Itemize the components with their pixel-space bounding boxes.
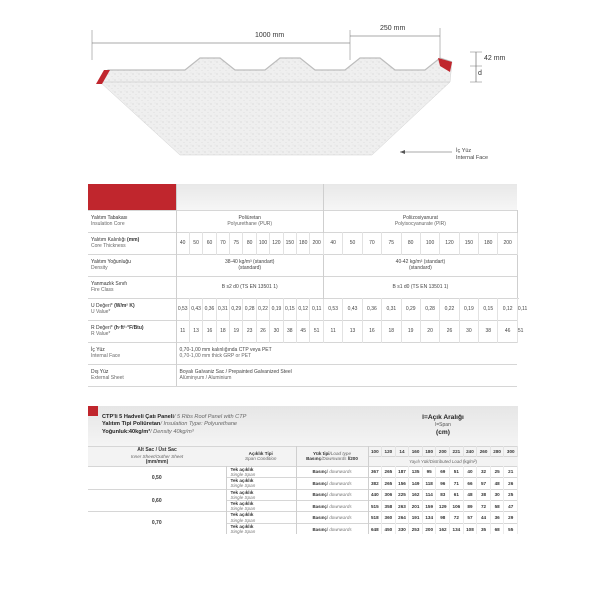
load-value-cell: 263 — [395, 501, 409, 512]
r_value-pir-cell: 20 — [420, 320, 439, 342]
row-label-thickness: Yalıtım Kalınlığı (mm) Core Thickness — [88, 232, 176, 254]
load-direction-cell: Basınç/ downwards — [296, 478, 368, 489]
density-pir: 40-42 kg/m³ (standart) (standard) — [323, 254, 517, 276]
sheet-thickness-cell: 0,60 — [88, 489, 226, 512]
load-value-cell: 55 — [504, 523, 518, 534]
thickness-pir-cell: 200 — [498, 232, 517, 254]
u_value-pir-cell: 0,22 — [440, 298, 459, 320]
load-value-cell: 156 — [395, 478, 409, 489]
r_value-pur-cell: 13 — [189, 320, 202, 342]
load-value-cell: 32 — [477, 466, 491, 477]
load-value-cell: 134 — [422, 512, 436, 523]
load-value-cell: 118 — [422, 478, 436, 489]
u_value-pir-cell: 0,43 — [343, 298, 362, 320]
u_value-pir-cell: 0,53 — [323, 298, 342, 320]
load-value-cell: 57 — [463, 512, 477, 523]
r_value-pir-cell: 26 — [440, 320, 459, 342]
load-table-header — [88, 406, 518, 446]
load-value-cell: 25 — [490, 466, 504, 477]
pitch-dimension-label: 250 mm — [380, 25, 406, 32]
sheet-thickness-cell: 0,70 — [88, 512, 226, 534]
load-value-cell: 253 — [409, 523, 423, 534]
span-condition-cell: Tek açıklık Single Span — [226, 512, 296, 523]
header-notch — [88, 406, 98, 416]
r_value-pur-cell: 45 — [297, 320, 310, 342]
thickness-pur-cell: 75 — [230, 232, 243, 254]
load-value-cell: 58 — [490, 501, 504, 512]
u_value-pir-cell: 0,36 — [362, 298, 381, 320]
load-value-cell: 360 — [382, 512, 396, 523]
span-value-cell: 14 — [395, 447, 409, 457]
r_value-pir-cell: 38 — [479, 320, 498, 342]
internal-face-tr: İç Yüz — [456, 148, 472, 154]
load-value-cell: 61 — [450, 489, 464, 500]
u_value-pir-cell: 0,15 — [479, 298, 498, 320]
r_value-pur-cell: 18 — [216, 320, 229, 342]
span-value-cell: 100 — [368, 447, 382, 457]
u_value-pur-cell: 0,29 — [230, 298, 243, 320]
load-value-cell: 95 — [422, 466, 436, 477]
load-value-cell: 98 — [436, 512, 450, 523]
span-value-cell: 280 — [490, 447, 504, 457]
spec-row-thickness — [88, 232, 518, 254]
thickness-pir-cell: 180 — [479, 232, 498, 254]
load-value-cell: 265 — [382, 466, 396, 477]
density-pur: 38-40 kg/m³ (standart) (standard) — [176, 254, 323, 276]
row-label-fire: Yanmazlık Sınıfı Fire Class — [88, 276, 176, 298]
internal-face-en: Internal Face — [456, 155, 489, 161]
r_value-pir-cell: 16 — [362, 320, 381, 342]
r_value-pur-cell: 51 — [310, 320, 324, 342]
load-type-header: Yük tipi/Load type Basınç/Downwards l/200 — [296, 447, 368, 467]
load-value-cell: 162 — [436, 523, 450, 534]
load-value-cell: 159 — [422, 501, 436, 512]
thickness-pur-cell: 100 — [256, 232, 269, 254]
u_value-pur-cell: 0,53 — [176, 298, 189, 320]
thickness-pur-cell: 80 — [243, 232, 256, 254]
spec-row-u-value — [88, 298, 518, 320]
u_value-pir-cell: 0,31 — [382, 298, 401, 320]
panel-profile-drawing — [0, 0, 600, 170]
load-value-cell: 330 — [395, 523, 409, 534]
r_value-pur-cell: 23 — [243, 320, 256, 342]
spec-row-outer-sheet — [88, 364, 518, 386]
width-dimension-label: 1000 mm — [255, 32, 285, 39]
load-value-cell: 89 — [463, 501, 477, 512]
load-value-cell: 38 — [477, 489, 491, 500]
thickness-pir-cell: 40 — [323, 232, 342, 254]
fire-pur: B s2 d0 (TS EN 13501 1) — [176, 276, 323, 298]
span-condition-cell: Tek açıklık Single Span — [226, 489, 296, 500]
r_value-pur-cell: 19 — [230, 320, 243, 342]
thickness-pir-cell: 80 — [401, 232, 420, 254]
thickness-pur-cell: 50 — [189, 232, 202, 254]
load-data-row — [88, 489, 518, 500]
load-value-cell: 72 — [477, 501, 491, 512]
load-value-cell: 40 — [463, 466, 477, 477]
load-value-cell: 450 — [382, 523, 396, 534]
load-value-cell: 648 — [368, 523, 382, 534]
u_value-pur-cell: 0,11 — [310, 298, 324, 320]
load-value-cell: 225 — [395, 489, 409, 500]
u_value-pir-cell: 0,12 — [498, 298, 517, 320]
thickness-pir-cell: 75 — [382, 232, 401, 254]
u_value-pur-cell: 0,31 — [216, 298, 229, 320]
load-value-cell: 114 — [422, 489, 436, 500]
row-label-r-value: R Değeri* (h·ft²·°F/Btu) R Value* — [88, 320, 176, 342]
load-value-cell: 306 — [382, 489, 396, 500]
r_value-pir-cell: 18 — [382, 320, 401, 342]
load-value-cell: 57 — [477, 478, 491, 489]
load-value-cell: 48 — [490, 478, 504, 489]
thickness-pir-cell: 150 — [459, 232, 478, 254]
load-data-row — [88, 512, 518, 523]
load-value-cell: 51 — [450, 466, 464, 477]
load-value-cell: 515 — [368, 501, 382, 512]
r_value-pir-cell: 19 — [401, 320, 420, 342]
thickness-pir-cell: 50 — [343, 232, 362, 254]
load-value-cell: 25 — [504, 489, 518, 500]
row-label-u-value: U Değeri* (W/m² K) U Value* — [88, 298, 176, 320]
span-condition-cell: Tek açıklık Single Span — [226, 478, 296, 489]
load-value-cell: 35 — [477, 523, 491, 534]
u_value-pur-cell: 0,22 — [256, 298, 269, 320]
load-direction-cell: Basınç/ downwards — [296, 489, 368, 500]
thickness-pur-cell: 60 — [203, 232, 216, 254]
condition-header: Açıklık Tipi Span Condition — [226, 447, 296, 467]
load-value-cell: 96 — [436, 478, 450, 489]
rib-height-label: 42 mm — [484, 55, 506, 62]
u_value-pir-cell: 0,19 — [459, 298, 478, 320]
r_value-pir-cell: 30 — [459, 320, 478, 342]
span-value-cell: 221 — [450, 447, 464, 457]
u_value-pur-cell: 0,28 — [243, 298, 256, 320]
span-condition-cell: Tek açıklık Single Span — [226, 466, 296, 477]
load-value-cell: 83 — [436, 489, 450, 500]
load-header-row — [88, 447, 518, 457]
load-value-cell: 66 — [463, 478, 477, 489]
load-value-cell: 191 — [409, 512, 423, 523]
panel-cross-section-diagram — [0, 0, 600, 170]
row-label-outer-sheet: Dış Yüz External Sheet — [88, 364, 176, 386]
thickness-pur-cell: 70 — [216, 232, 229, 254]
sheet-header: Alt Sac / Üst Sac Inner Sheet/Outher Sheet (mm/mm) — [88, 447, 226, 467]
load-value-cell: 367 — [368, 466, 382, 477]
load-table — [88, 406, 518, 534]
u_value-pur-cell: 0,36 — [203, 298, 216, 320]
thickness-pur-cell: 200 — [310, 232, 324, 254]
span-title: l=Açık Aralığı l=Span (cm) — [422, 414, 464, 436]
load-value-cell: 358 — [382, 501, 396, 512]
inner-face-value: 0,70-1,00 mm kalınlığında CTP veya PET 0,70-1,00 mm thick GRP or PET — [176, 342, 517, 364]
load-value-cell: 36 — [490, 512, 504, 523]
r_value-pur-cell: 38 — [283, 320, 296, 342]
load-direction-cell: Basınç/ downwards — [296, 512, 368, 523]
thickness-pir-cell: 120 — [440, 232, 459, 254]
load-value-cell: 108 — [463, 523, 477, 534]
span-value-cell: 300 — [504, 447, 518, 457]
internal-face-label — [456, 148, 488, 162]
span-value-cell: 180 — [422, 447, 436, 457]
load-value-cell: 149 — [409, 478, 423, 489]
span-condition-cell: Tek açıklık Single Span — [226, 523, 296, 534]
load-value-cell: 187 — [395, 466, 409, 477]
thickness-pur-cell: 120 — [270, 232, 283, 254]
panel-title: CTP'li 5 Hadveli Çatı Paneli/ 5 Ribs Roof Panel with CTP Yalıtım Tipi Poliüretan/ Insulation Type: Polyurethane Yoğunluk:40kg/m³/ Density 40kg/m³ — [102, 414, 247, 435]
row-label-core: Yalıtım Tabakası Insulation Core — [88, 210, 176, 232]
load-value-cell: 135 — [409, 466, 423, 477]
span-condition-cell: Tek açıklık Single Span — [226, 501, 296, 512]
sheet-thickness-cell: 0,50 — [88, 466, 226, 489]
fire-pir: B s1 d0 (TS EN 13501 1) — [323, 276, 517, 298]
load-value-cell: 26 — [504, 478, 518, 489]
u_value-pur-cell: 0,15 — [283, 298, 296, 320]
specification-table — [88, 184, 528, 387]
load-value-cell: 106 — [450, 501, 464, 512]
load-value-cell: 44 — [477, 512, 491, 523]
spec-header-bar — [88, 184, 518, 210]
r_value-pir-cell: 13 — [343, 320, 362, 342]
thickness-pur-cell: 40 — [176, 232, 189, 254]
load-value-cell: 518 — [368, 512, 382, 523]
r_value-pur-cell: 26 — [256, 320, 269, 342]
span-value-cell: 260 — [477, 447, 491, 457]
load-value-cell: 200 — [422, 523, 436, 534]
thickness-pur-cell: 150 — [283, 232, 296, 254]
load-value-cell: 48 — [463, 489, 477, 500]
load-direction-cell: Basınç/ downwards — [296, 501, 368, 512]
load-value-cell: 21 — [504, 466, 518, 477]
spec-row-inner-face — [88, 342, 518, 364]
r_value-pur-cell: 11 — [176, 320, 189, 342]
load-value-cell: 264 — [395, 512, 409, 523]
u_value-pur-cell: 0,19 — [270, 298, 283, 320]
span-value-cell: 200 — [436, 447, 450, 457]
thickness-label: d — [478, 70, 482, 77]
thickness-pir-cell: 70 — [362, 232, 381, 254]
row-label-density: Yalıtım Yoğunluğu Density — [88, 254, 176, 276]
load-value-cell: 129 — [436, 501, 450, 512]
load-value-cell: 29 — [504, 512, 518, 523]
outer-sheet-value: Boyalı Galvaniz Sac / Prepainted Galvanized Steel Alüminyum / Aluminium — [176, 364, 517, 386]
load-value-cell: 69 — [436, 466, 450, 477]
load-value-cell: 30 — [490, 489, 504, 500]
u_value-pur-cell: 0,12 — [297, 298, 310, 320]
r_value-pir-cell: 46 — [498, 320, 517, 342]
load-value-cell: 162 — [409, 489, 423, 500]
load-direction-cell: Basınç/ downwards — [296, 466, 368, 477]
span-value-cell: 160 — [409, 447, 423, 457]
spec-row-r-value — [88, 320, 518, 342]
spec-row-core — [88, 210, 518, 232]
load-value-cell: 134 — [450, 523, 464, 534]
span-value-cell: 240 — [463, 447, 477, 457]
load-value-cell: 265 — [382, 478, 396, 489]
load-value-cell: 71 — [450, 478, 464, 489]
group-pur: Poliüretan Polyurethane (PUR) — [176, 210, 323, 232]
load-value-cell: 68 — [490, 523, 504, 534]
u_value-pir-cell: 0,28 — [420, 298, 439, 320]
u_value-pur-cell: 0,43 — [189, 298, 202, 320]
load-value-cell: 72 — [450, 512, 464, 523]
row-label-inner-face: İç Yüz Internal Face — [88, 342, 176, 364]
header-notch — [88, 184, 176, 210]
load-value-cell: 382 — [368, 478, 382, 489]
spec-row-fire — [88, 276, 518, 298]
load-value-cell: 47 — [504, 501, 518, 512]
r_value-pir-cell: 11 — [323, 320, 342, 342]
load-data-row — [88, 466, 518, 477]
r_value-pur-cell: 30 — [270, 320, 283, 342]
distributed-load-label: Yayılı Yük/Distributed Load (kg/m²) — [368, 456, 518, 466]
load-direction-cell: Basınç/ downwards — [296, 523, 368, 534]
thickness-pur-cell: 180 — [297, 232, 310, 254]
load-value-cell: 201 — [409, 501, 423, 512]
r_value-pur-cell: 16 — [203, 320, 216, 342]
span-value-cell: 120 — [382, 447, 396, 457]
load-value-cell: 440 — [368, 489, 382, 500]
group-pir: Poliizosiyanurat Polyisocyanurate (PIR) — [323, 210, 517, 232]
u_value-pir-cell: 0,29 — [401, 298, 420, 320]
thickness-pir-cell: 100 — [420, 232, 439, 254]
spec-row-density — [88, 254, 518, 276]
